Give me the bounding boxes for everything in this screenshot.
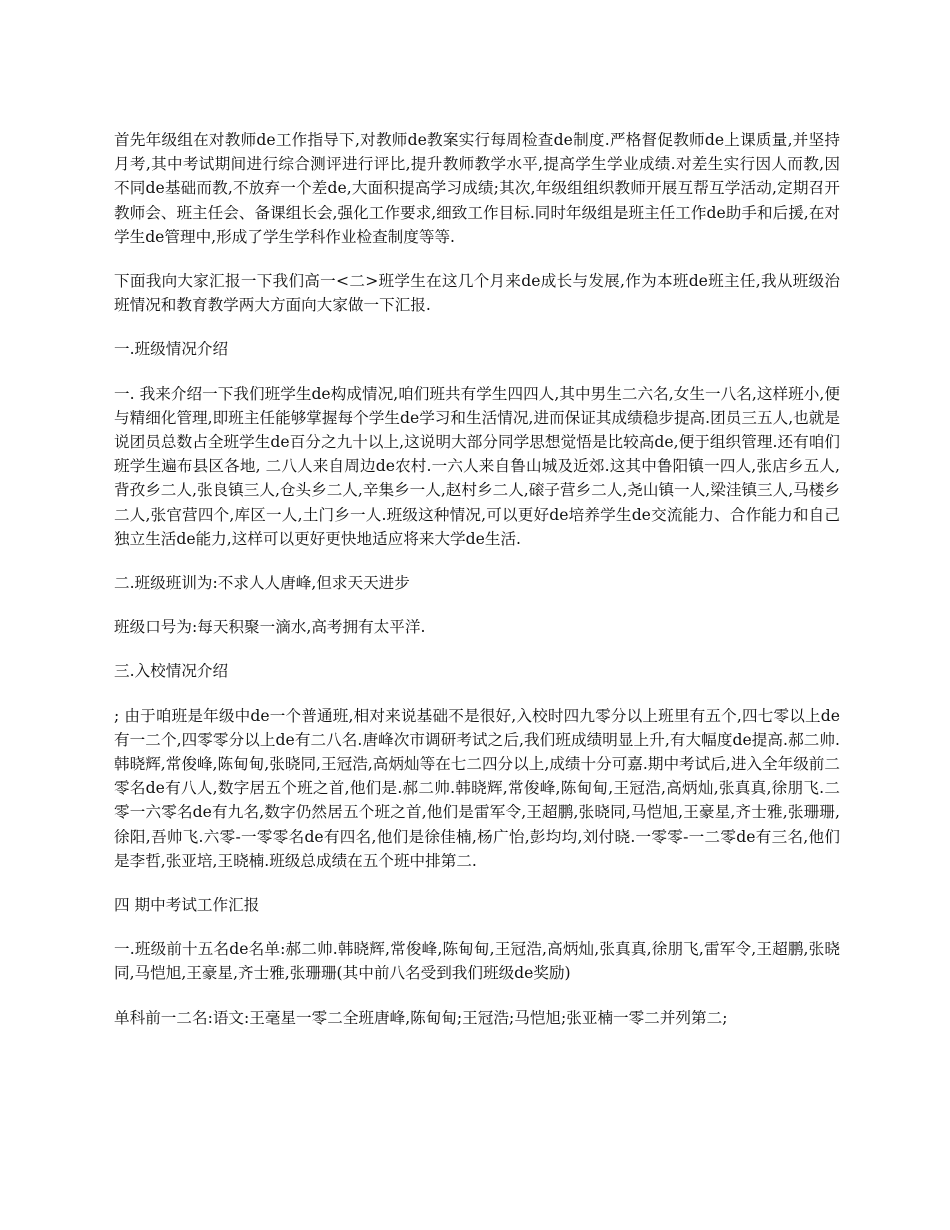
paragraph-grade-work: 首先年级组在对教师de工作指导下,对教师de教案实行每周检查de制度.严格督促教师de上课质量,并坚持月考,其中考试期间进行综合测评进行评比,提升教师教学水平,提高学生学业成绩.对差生实行因人而教,因不同de基础而教,不放弃一个差de,大面积提高学习成绩;其次,年级组组织教师开展互帮互学活动,定期召开教师会、班主任会、备课组长会,强化工作要求,细致工作目标.同时年级组是班主任工作de助手和后援,在对学生de管理中,形成了学生学科作业检查制度等等. (114, 131, 840, 246)
section-heading-midterm-report: 四 期中考试工作汇报 (114, 896, 260, 915)
paragraph-student-composition: 一. 我来介绍一下我们班学生de构成情况,咱们班共有学生四四人,其中男生二六名,女生一八名,这样班小,便与精细化管理,即班主任能够掌握每个学生de学习和生活情况,进而保证其成绩稳步提高.团员三五人,也就是说团员总数占全班学生de百分之九十以上,这说明大部分同学思想觉悟是比较高de,便于组织管理.还有咱们班学生遍布县区各地, 二八人来自周边de农村.一六人来自鲁山城及近郊.这其中鲁阳镇一四人,张店乡五人,背孜乡二人,张良镇三人,仓头乡二人,辛集乡一人,赵村乡二人,磙子营乡二人,尧山镇一人,梁洼镇三人,马楼乡二人,张官营四个,库区一人,土门乡一人.班级这种情况,可以更好de培养学生de交流能力、合作能力和自己独立生活de能力,这样可以更好更快地适应将来大学de生活. (114, 384, 840, 548)
document-body (114, 128, 840, 1050)
paragraph-single-subject: 单科前一二名:语文:王毫星一零二全班唐峰,陈甸甸;王冠浩;马恺旭;张亚楠一零二并列第二; (114, 1008, 728, 1027)
paragraph-class-report-intro: 下面我向大家汇报一下我们高一<二>班学生在这几个月来de成长与发展,作为本班de班主任,我从班级治班情况和教育教学两大方面向大家做一下汇报. (114, 272, 840, 315)
paragraph-top-fifteen: 一.班级前十五名de名单:郝二帅.韩晓辉,常俊峰,陈甸甸,王冠浩,高炳灿,张真真,徐朋飞,雷军令,王超鹏,张晓同,马恺旭,王豪星,齐士雅,张珊珊(其中前八名受到我们班级de奖励) (114, 940, 840, 983)
section-heading-class-intro: 一.班级情况介绍 (114, 340, 229, 359)
paragraph-admission-details: ; 由于咱班是年级中de一个普通班,相对来说基础不是很好,入校时四九零分以上班里有五个,四七零以上de有一二个,四零零分以上de有二八名.唐峰次市调研考试之后,我们班成绩明显上升,有大幅度de提高.郝二帅.韩晓辉,常俊峰,陈甸甸,张晓同,王冠浩,高炳灿等在七二四分以上,成绩十分可嘉.期中考试后,进入全年级前二零名de有八人,数字居五个班之首,他们是.郝二帅.韩晓辉,常俊峰,陈甸甸,王冠浩,高炳灿,张真真,徐朋飞.二零一六零名de有九名,数字仍然居五个班之首,他们是雷军令,王超鹏,张晓同,马恺旭,王豪星,齐士雅,张珊珊,徐阳,吾帅飞.六零-一零零名de有四名,他们是徐佳楠,杨广怡,彭均均,刘付晓.一零零-一二零de有三名,他们是李哲,张亚培,王晓楠.班级总成绩在五个班中排第二. (114, 706, 840, 870)
section-heading-class-motto: 二.班级班训为:不求人人唐峰,但求天天进步 (114, 574, 410, 593)
paragraph-class-slogan: 班级口号为:每天积聚一滴水,高考拥有太平洋. (114, 618, 426, 637)
section-heading-admission: 三.入校情况介绍 (114, 662, 229, 681)
